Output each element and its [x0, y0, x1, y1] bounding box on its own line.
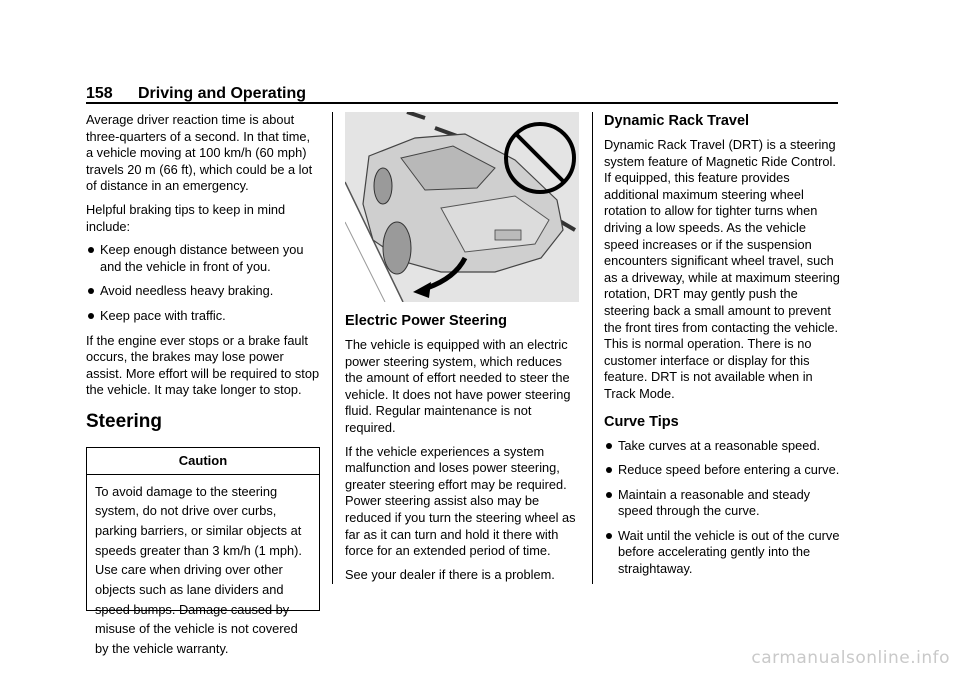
- list-item: Wait until the vehicle is out of the curve before accelerating gently into the straightaway.: [604, 528, 840, 578]
- eps-heading: Electric Power Steering: [345, 313, 507, 329]
- list-item: Take curves at a reasonable speed.: [604, 438, 840, 455]
- list-item: Keep pace with traffic.: [86, 308, 320, 325]
- column-left: [86, 112, 320, 657]
- header-rule: [86, 102, 838, 104]
- list-item: Keep enough distance between you and the vehicle in front of you.: [86, 242, 320, 275]
- drt-paragraph: Dynamic Rack Travel (DRT) is a steering system feature of Magnetic Ride Control. If equipped, this feature provides additional maximum steering wheel rotation to allow for tighter turns when driving a low speeds. As the vehicle speed increases or if the suspension encounters significant wheel travel, such as a driveway, while at maximum steering rotation, DRT may gently push the steering back a small amount to prevent the front tires from contacting the vehicle. This is normal operation. There is no customer interface or display for this feature. DRT is not available when in Track Mode.: [604, 137, 840, 401]
- dealer-paragraph: See your dealer if there is a problem.: [345, 566, 555, 582]
- page-header: [86, 82, 838, 104]
- engine-stop-paragraph: If the engine ever stops or a brake fault occurs, the brakes may lose power assist. More effort will be required to stop the vehicle. It may take longer to stop.: [86, 332, 320, 398]
- caution-title: Caution: [87, 448, 319, 475]
- page-number: 158: [86, 85, 113, 102]
- curve-tips-heading: Curve Tips: [604, 413, 679, 430]
- steering-heading: Steering: [86, 410, 163, 432]
- column-right: [604, 112, 840, 586]
- list-item: Avoid needless heavy braking.: [86, 283, 320, 300]
- car-curb-illustration: [345, 112, 579, 302]
- watermark: carmanualsonline.info: [751, 648, 950, 668]
- reaction-time-paragraph: Average driver reaction time is about three-quarters of a second. In that time, a vehicle moving at 100 km/h (60 mph) travels 20 m (66 ft), which could be a lot of distance in an emergency.: [86, 112, 313, 194]
- column-divider: [332, 112, 333, 584]
- eps-malfunction-paragraph: If the vehicle experiences a system malfunction and loses power steering, greater steering effort may be required. Power steering assist also may be reduced if you turn the steering wheel as far as it can turn and hold it there with force for an extended period of time.: [345, 443, 576, 559]
- braking-tips-intro: Helpful braking tips to keep in mind include:: [86, 201, 286, 234]
- section-title: Driving and Operating: [138, 85, 307, 102]
- caution-box: [86, 447, 320, 657]
- eps-paragraph: The vehicle is equipped with an electric power steering system, which reduces the amount of effort needed to steer the vehicle. It does not have power steering fluid. Regular maintenance is not required.: [345, 337, 571, 435]
- drt-heading: Dynamic Rack Travel: [604, 113, 750, 129]
- list-item: Maintain a reasonable and steady speed through the curve.: [604, 487, 840, 520]
- column-divider: [592, 112, 593, 584]
- curb-warning-illustration: [345, 112, 579, 302]
- curve-tips-list: [604, 438, 840, 578]
- braking-tips-list: [86, 242, 320, 324]
- column-middle: [345, 112, 579, 590]
- caution-text: To avoid damage to the steering system, do not drive over curbs, parking barriers, or similar objects at speeds greater than 3 km/h (1 mph). Use care when driving over other objects such as lane dividers and speed bumps. Damage caused by misuse of the vehicle is not covered by the vehicle warranty.: [95, 483, 302, 657]
- list-item: Reduce speed before entering a curve.: [604, 462, 840, 479]
